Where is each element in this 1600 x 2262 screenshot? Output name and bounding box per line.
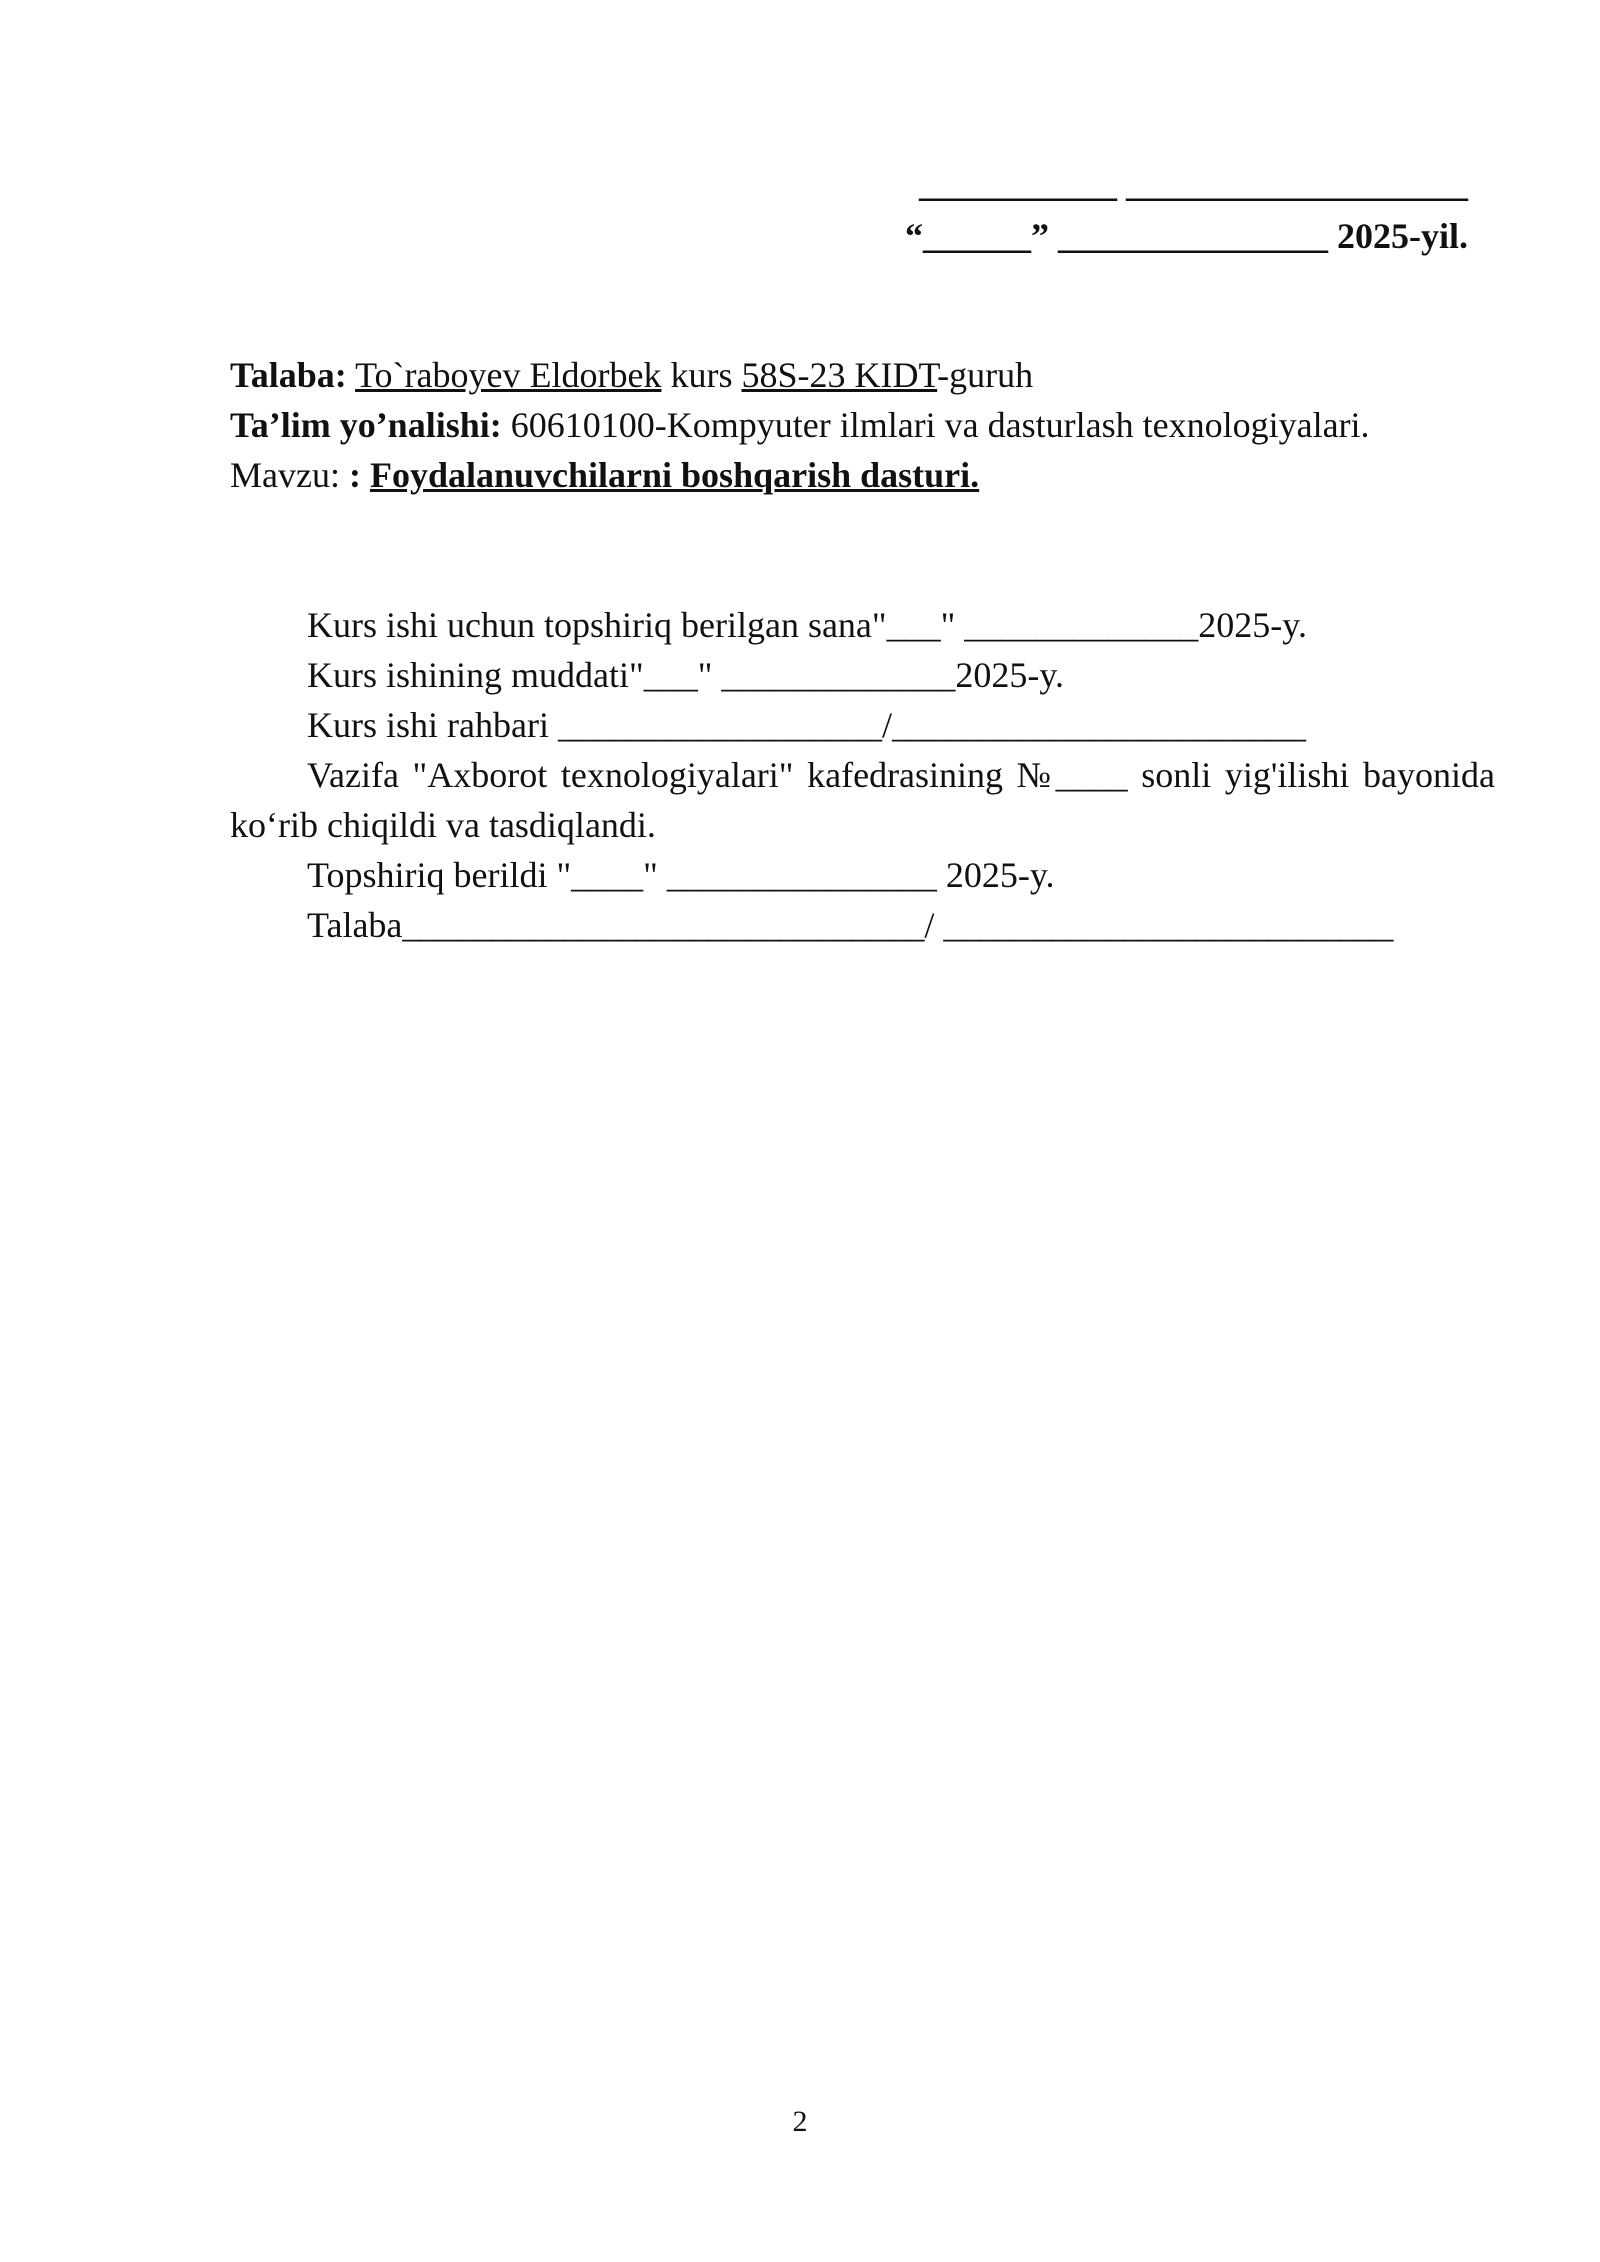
kurs-word: kurs — [670, 355, 733, 395]
topic-value: Foydalanuvchilarni boshqarish dasturi. — [369, 455, 980, 495]
direction-line — [230, 400, 1490, 450]
deadline-line: Kurs ishining muddati"___" _____________2025-y. — [307, 655, 1065, 695]
approval-date-line: “______” _______________ 2025-yil. — [905, 216, 1468, 256]
student-name: To`raboyev Eldorbek — [355, 355, 662, 395]
approval-signature-line: ___________ ___________________ — [919, 164, 1468, 204]
topic-sep: : — [348, 455, 361, 495]
approval-text: Vazifa "Axborot texnologiyalari" kafedrasining №____ sonli yig'ilishi bayonida ko‘rib chiqildi va tasdiqlandi. — [230, 755, 1495, 845]
student-signature-line: Talaba_____________________________/ _________________________ — [307, 905, 1394, 945]
assigned-date-line: Kurs ishi uchun topshiriq berilgan sana"___" _____________2025-y. — [307, 605, 1307, 645]
direction-value: 60610100-Kompyuter ilmlari va dasturlash texnologiyalari. — [510, 405, 1370, 445]
topic-line — [230, 450, 1490, 500]
student-info — [230, 350, 1490, 500]
page-number: 2 — [792, 2105, 808, 2138]
student-label: Talaba: — [230, 355, 347, 395]
approval-block — [868, 158, 1468, 262]
supervisor-line: Kurs ishi rahbari __________________/_______________________ — [307, 705, 1306, 745]
group-suffix: -guruh — [937, 355, 1034, 395]
group-code: 58S-23 KIDT — [741, 355, 938, 395]
student-line — [230, 350, 1490, 400]
direction-label: Ta’lim yo’nalishi: — [230, 405, 502, 445]
given-date-line: Topshiriq berildi "____" _______________ 2025-y. — [307, 855, 1055, 895]
topic-label: Mavzu: — [230, 455, 340, 495]
assignment-block — [230, 600, 1495, 950]
